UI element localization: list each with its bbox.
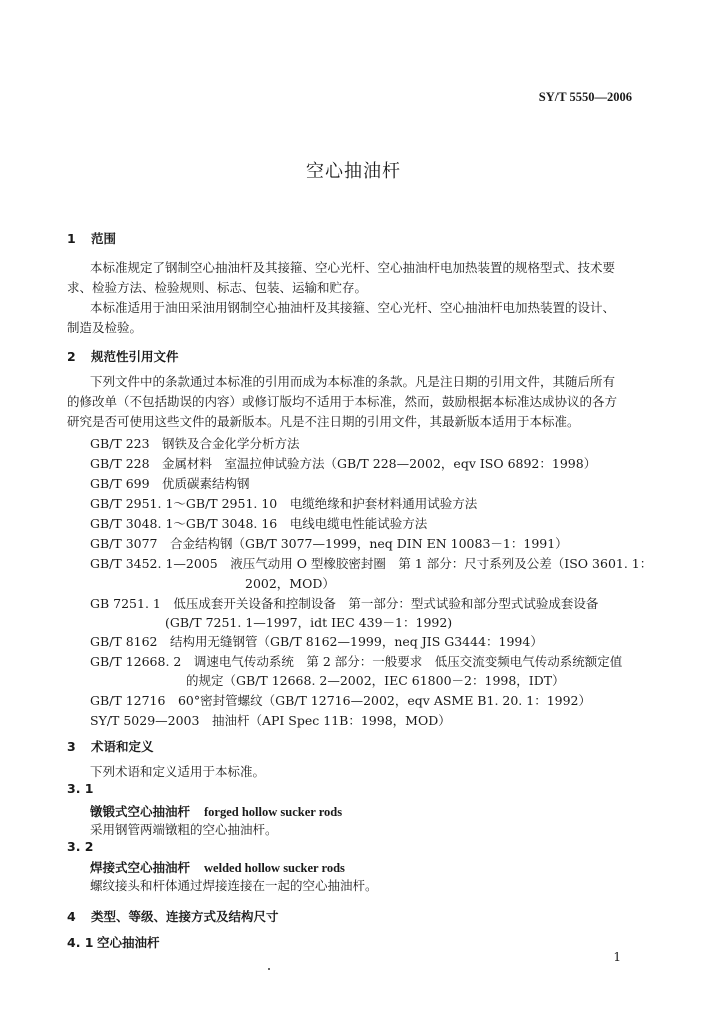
term-number: 3. 2 [67,839,94,854]
section-3-heading [67,737,154,755]
term-number: 3. 1 [67,781,94,796]
reference-item: GB/T 2951. 1～GB/T 2951. 10 电缆绝缘和护套材料通用试验方法 [90,496,478,511]
section-2-heading [67,347,179,365]
reference-item-continuation: 的规定（GB/T 12668. 2—2002，IEC 61800－2：1998，IDT） [186,673,565,688]
paragraph-line: 求、检验方法、检验规则、标志、包装、运输和贮存。 [67,280,368,295]
paragraph-line: 本标准适用于油田采油用钢制空心抽油杆及其接箍、空心光杆、空心抽油杆电加热装置的设计、 [90,300,616,315]
standard-code: SY/T 5550—2006 [538,90,632,104]
reference-item: GB/T 12716 60°密封管螺纹（GB/T 12716—2002，eqv ASME B1. 20. 1：1992） [90,693,592,708]
term-chinese: 焊接式空心抽油杆 [90,860,191,875]
reference-item-continuation: 2002，MOD） [245,576,335,591]
reference-item: GB/T 228 金属材料 室温拉伸试验方法（GB/T 228—2002，eqv ISO 6892：1998） [90,456,597,471]
reference-item: GB/T 3077 合金结构钢（GB/T 3077—1999，neq DIN EN 10083－1：1991） [90,536,568,551]
section-title: 空心抽油杆 [97,935,160,950]
term-entry [90,858,345,876]
paragraph-line: 的修改单（不包括勘误的内容）或修订版均不适用于本标准，然而，鼓励根据本标准达成协议的各方 [67,394,618,409]
term-definition: 螺纹接头和杆体通过焊接连接在一起的空心抽油杆。 [90,878,378,893]
section-number: 3 [67,739,76,754]
paragraph-line: 制造及检验。 [67,320,143,335]
paragraph-line: 本标准规定了钢制空心抽油杆及其接箍、空心光杆、空心抽油杆电加热装置的规格型式、技术要 [90,260,616,275]
section-title: 规范性引用文件 [91,349,179,364]
section-number: 2 [67,349,76,364]
document-title: 空心抽油杆 [306,161,401,182]
term-chinese: 镦锻式空心抽油杆 [90,804,191,819]
reference-item: GB/T 12668. 2 调速电气传动系统 第 2 部分：一般要求 低压交流变频电气传动系统额定值 [90,654,623,669]
section-number: 1 [67,231,76,246]
reference-item: SY/T 5029—2003 抽油杆（API Spec 11B：1998，MOD） [90,713,451,728]
reference-item: GB/T 3048. 1～GB/T 3048. 16 电线电缆电性能试验方法 [90,516,428,531]
term-entry [90,802,342,820]
scan-speck [268,968,270,970]
paragraph-line: 下列术语和定义适用于本标准。 [90,764,266,779]
section-1-heading [67,229,116,247]
paragraph-line: 下列文件中的条款通过本标准的引用而成为本标准的条款。凡是注日期的引用文件，其随后所有 [90,374,616,389]
page-number: 1 [613,950,621,964]
term-definition: 采用钢管两端镦粗的空心抽油杆。 [90,822,278,837]
reference-item: GB 7251. 1 低压成套开关设备和控制设备 第一部分：型式试验和部分型式试验成套设备 [90,596,599,611]
section-title: 术语和定义 [91,739,154,754]
reference-item: GB/T 223 钢铁及合金化学分析方法 [90,436,300,451]
section-4-heading [67,907,279,925]
reference-item-continuation: (GB/T 7251. 1—1997，idt IEC 439－1：1992) [165,615,453,630]
section-title: 类型、等级、连接方式及结构尺寸 [91,909,279,924]
reference-item: GB/T 699 优质碳素结构钢 [90,476,250,491]
reference-item: GB/T 8162 结构用无缝钢管（GB/T 8162—1999，neq JIS G3444：1994） [90,634,543,649]
section-4-1-heading [67,933,160,951]
section-title: 范围 [91,231,117,246]
reference-item: GB/T 3452. 1—2005 液压气动用 O 型橡胶密封圈 第 1 部分：尺寸系列及公差（ISO 3601. 1： [90,556,653,571]
section-number: 4. 1 [67,935,94,950]
section-number: 4 [67,909,76,924]
term-english: forged hollow sucker rods [204,805,343,819]
term-english: welded hollow sucker rods [204,861,345,875]
paragraph-line: 研究是否可使用这些文件的最新版本。凡是不注日期的引用文件，其最新版本适用于本标准。 [67,414,580,429]
